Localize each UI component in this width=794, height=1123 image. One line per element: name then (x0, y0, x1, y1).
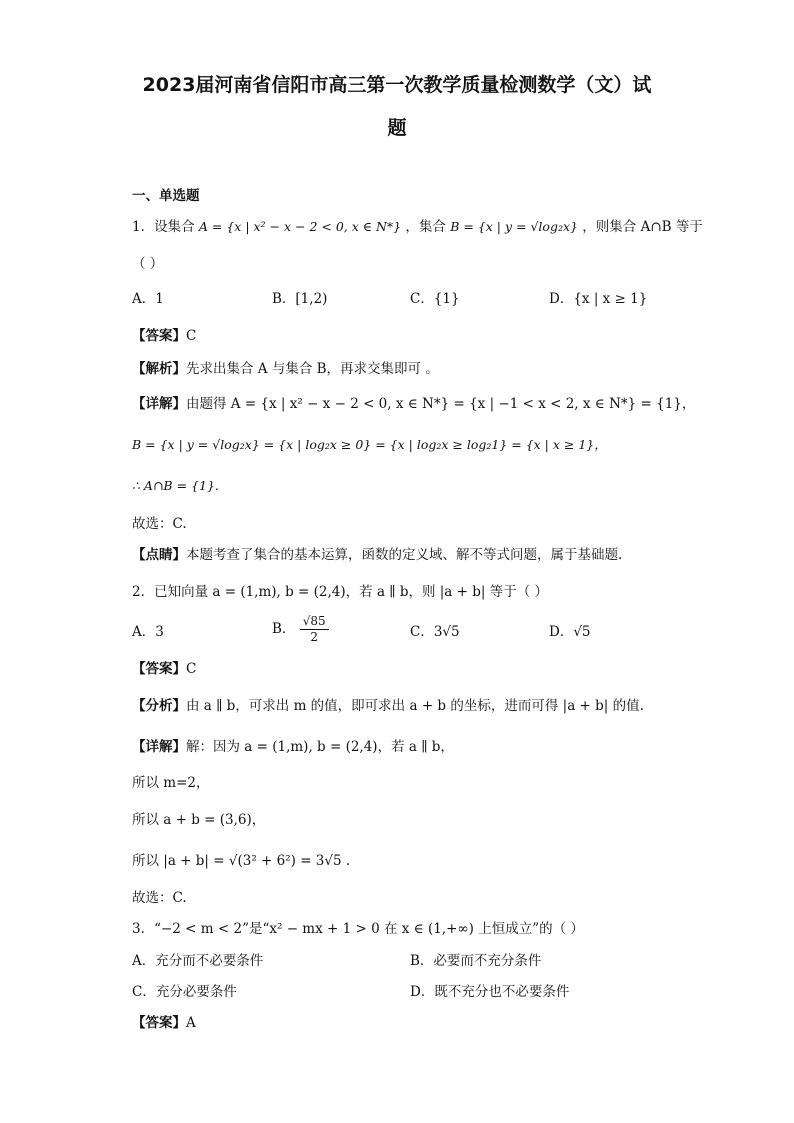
q1-answer (132, 326, 196, 346)
q2-answer (132, 659, 196, 679)
q2-analysis-text: 由 a ∥ b，可求出 m 的值，即可求出 a + b 的坐标，进而可得 |a + b| 的值. (186, 698, 644, 714)
q3-option-b: B．必要而不充分条件 (410, 953, 542, 969)
q2-detail-tag: 【详解】 (132, 739, 186, 755)
q1-detail-tag: 【详解】 (132, 396, 186, 412)
q1-set-b: B = {x | y = √log₂x} (450, 219, 578, 234)
q2-choose: 故选：C. (132, 890, 187, 906)
q1-detail-1 (132, 394, 695, 414)
q1-detail-3: ∴ A∩B = {1}. (132, 478, 219, 493)
q1-detail-1-text: 由题得 A = {x | x² − x − 2 < 0, x ∈ N*} = {x | −1 < x < 2, x ∈ N*} = {1}， (186, 396, 696, 412)
q1-stem (132, 217, 703, 237)
q1-option-a: A．1 (132, 291, 164, 307)
q1-answer-tag: 【答案】 (132, 328, 186, 344)
q2-analysis-tag: 【分析】 (132, 698, 186, 714)
q1-comment (132, 545, 622, 565)
q3-answer-tag: 【答案】 (132, 1015, 186, 1031)
q1-set-a: A = {x | x² − x − 2 < 0, x ∈ N*} (198, 219, 402, 234)
q1-analysis-text: 先求出集合 A 与集合 B，再求交集即可 。 (186, 361, 439, 377)
section-heading: 一、单选题 (132, 188, 200, 204)
document-title-line2: 题 (387, 117, 407, 139)
q3-answer (132, 1013, 196, 1033)
q1-option-d: D．{x | x ≥ 1} (549, 291, 648, 307)
q2-option-b-denominator: 2 (310, 630, 318, 644)
q1-comment-text: 本题考查了集合的基本运算，函数的定义域、解不等式问题，属于基础题. (186, 547, 623, 563)
q1-stem-text-a: 1．设集合 (132, 219, 195, 235)
q2-option-a: A．3 (132, 624, 164, 640)
q2-answer-tag: 【答案】 (132, 661, 186, 677)
q2-option-b-label: B． (272, 621, 296, 637)
q2-analysis (132, 696, 644, 716)
q3-stem: 3．“−2 < m < 2”是“x² − mx + 1 > 0 在 x ∈ (1,+∞) 上恒成立”的（ ） (132, 921, 584, 937)
q2-detail-3: 所以 a + b = (3,6)， (132, 812, 266, 828)
q1-paren: （ ） (132, 256, 164, 272)
q1-analysis-tag: 【解析】 (132, 361, 186, 377)
q2-detail-1 (132, 737, 454, 757)
q1-stem-text-c: ，则集合 A∩B 等于 (582, 219, 703, 235)
q2-option-c: C．3√5 (410, 624, 460, 640)
q1-choose: 故选：C. (132, 516, 187, 532)
q2-answer-value: C (186, 661, 197, 677)
q3-option-d: D．既不充分也不必要条件 (410, 984, 570, 1000)
q3-answer-value: A (186, 1015, 196, 1031)
q2-detail-1-text: 解：因为 a = (1,m), b = (2,4)，若 a ∥ b， (186, 739, 454, 755)
q1-option-c: C．{1} (410, 291, 460, 307)
q1-stem-text-b: ，集合 (405, 219, 446, 235)
q2-option-b-numerator: √85 (300, 614, 329, 630)
q2-stem: 2．已知向量 a = (1,m), b = (2,4)，若 a ∥ b，则 |a + b| 等于（ ） (132, 584, 549, 600)
q2-option-b-fraction (300, 614, 329, 645)
q1-comment-tag: 【点睛】 (132, 547, 186, 563)
q2-detail-4: 所以 |a + b| = √(3² + 6²) = 3√5 . (132, 853, 351, 869)
document-title-line1: 2023届河南省信阳市高三第一次教学质量检测数学（文）试 (142, 74, 652, 96)
q3-option-c: C．充分必要条件 (132, 984, 237, 1000)
q1-detail-2: B = {x | y = √log₂x} = {x | log₂x ≥ 0} = {x | log₂x ≥ log₂1} = {x | x ≥ 1}， (132, 437, 607, 452)
q3-option-a: A．充分而不必要条件 (132, 953, 264, 969)
q1-analysis (132, 359, 439, 379)
q2-option-b (272, 614, 329, 645)
q2-option-d: D．√5 (549, 624, 591, 640)
q1-option-b: B．[1,2) (272, 291, 328, 307)
q2-detail-2: 所以 m=2， (132, 775, 210, 791)
q1-answer-value: C (186, 328, 197, 344)
